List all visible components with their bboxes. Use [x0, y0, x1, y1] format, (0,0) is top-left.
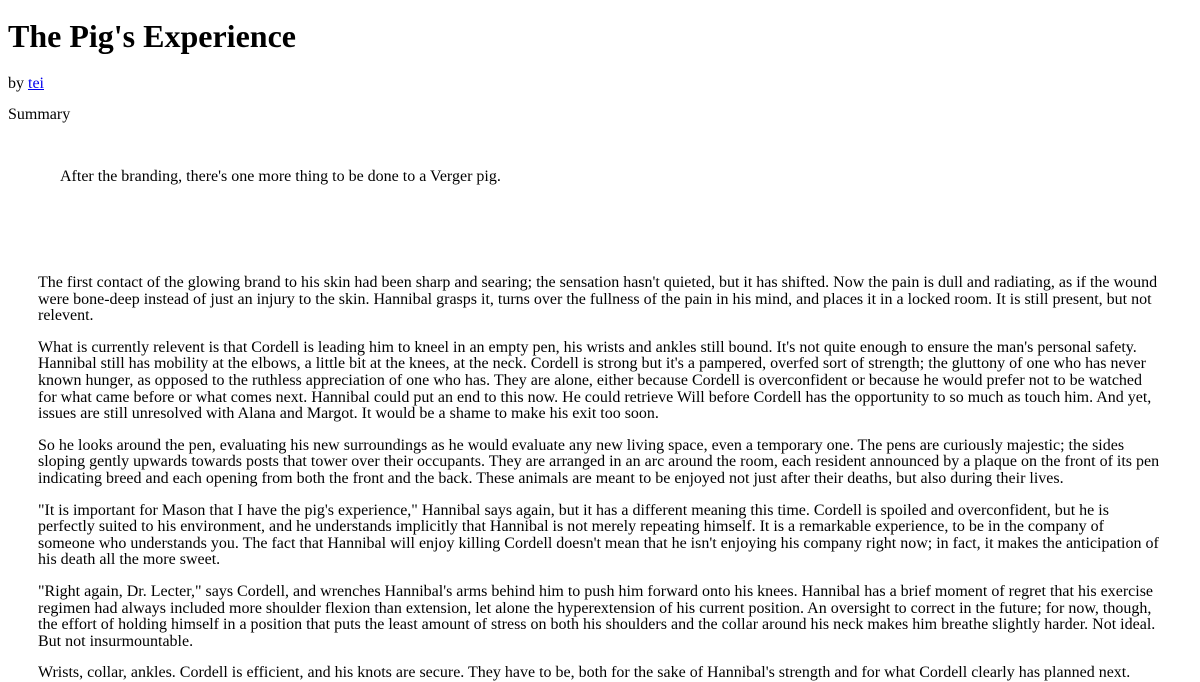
work-title: The Pig's Experience	[8, 18, 296, 54]
story-paragraph: Wrists, collar, ankles. Cordell is efficient, and his knots are secure. They have to be, both for the sake of Hannibal's strength and for what Cordell clearly has planned next.	[38, 664, 1131, 682]
byline	[8, 75, 1192, 93]
summary-text: After the branding, there's one more thing to be done to a Verger pig.	[60, 168, 501, 185]
document-page	[0, 18, 1200, 682]
story-paragraph: The first contact of the glowing brand to his skin had been sharp and searing; the sensation hasn't quieted, but it has shifted. Now the pain is dull and radiating, as if the wound were bone-deep instead of just an injury to the skin. Hannibal grasps it, turns over the fullness of the pain in his mind, and places it in a locked room. It is still present, but not relevent.	[38, 274, 1158, 325]
byline-prefix: by	[8, 75, 28, 92]
story-paragraph: What is currently relevent is that Cordell is leading him to kneel in an empty pen, his wrists and ankles still bound. It's not quite enough to ensure the man's personal safety. Hannibal still has mobility at the elbows, a little bit at the knees, at the neck. Cordell is strong but it's a pampered, overfed sort of strength; the gluttony of one who has never known hunger, as opposed to the ruthless appreciation of one who has. They are alone, either because Cordell is overconfident or because he would prefer not to be watched for what came before or what comes next. Hannibal could put an end to this now. He could retrieve Will before Cordell has the opportunity to so much as touch him. And yet, issues are still unresolved with Alana and Margot. It would be a shame to make his exit too soon.	[38, 338, 1152, 423]
story-paragraph: "Right again, Dr. Lecter," says Cordell, and wrenches Hannibal's arms behind him to push him forward onto his knees. Hannibal has a brief moment of regret that his exercise regimen had always included more shoulder flexion than extension, let alone the hyperextension of his current position. An oversight to correct in the future; for now, though, the effort of holding himself in a position that puts the least amount of stress on both his shoulders and the collar around his neck makes him breathe slightly harder. Not ideal. But not insurmountable.	[38, 582, 1156, 650]
story-paragraph: "It is important for Mason that I have the pig's experience," Hannibal says again, but it has a different meaning this time. Cordell is spoiled and overconfident, but he is perfectly suited to his environment, and he understands implicitly that Hannibal is not merely repeating himself. It is a remarkable experience, to be in the company of someone who understands you. The fact that Hannibal will enjoy killing Cordell doesn't mean that he isn't enjoying his company right now; in fact, it makes the anticipation of his death all the more sweet.	[38, 501, 1159, 569]
story-paragraph: So he looks around the pen, evaluating his new surroundings as he would evaluate any new living space, even a temporary one. The pens are curiously majestic; the sides sloping gently upwards towards posts that tower over their occupants. They are arranged in an arc around the room, each resident announced by a plaque on the front of its pen indicating breed and each opening from both the front and the back. These animals are meant to be enjoyed not just after their deaths, but also during their lives.	[38, 436, 1160, 487]
summary-heading: Summary	[8, 106, 71, 123]
author-link[interactable]: tei	[28, 75, 44, 92]
story-body	[38, 275, 1162, 682]
